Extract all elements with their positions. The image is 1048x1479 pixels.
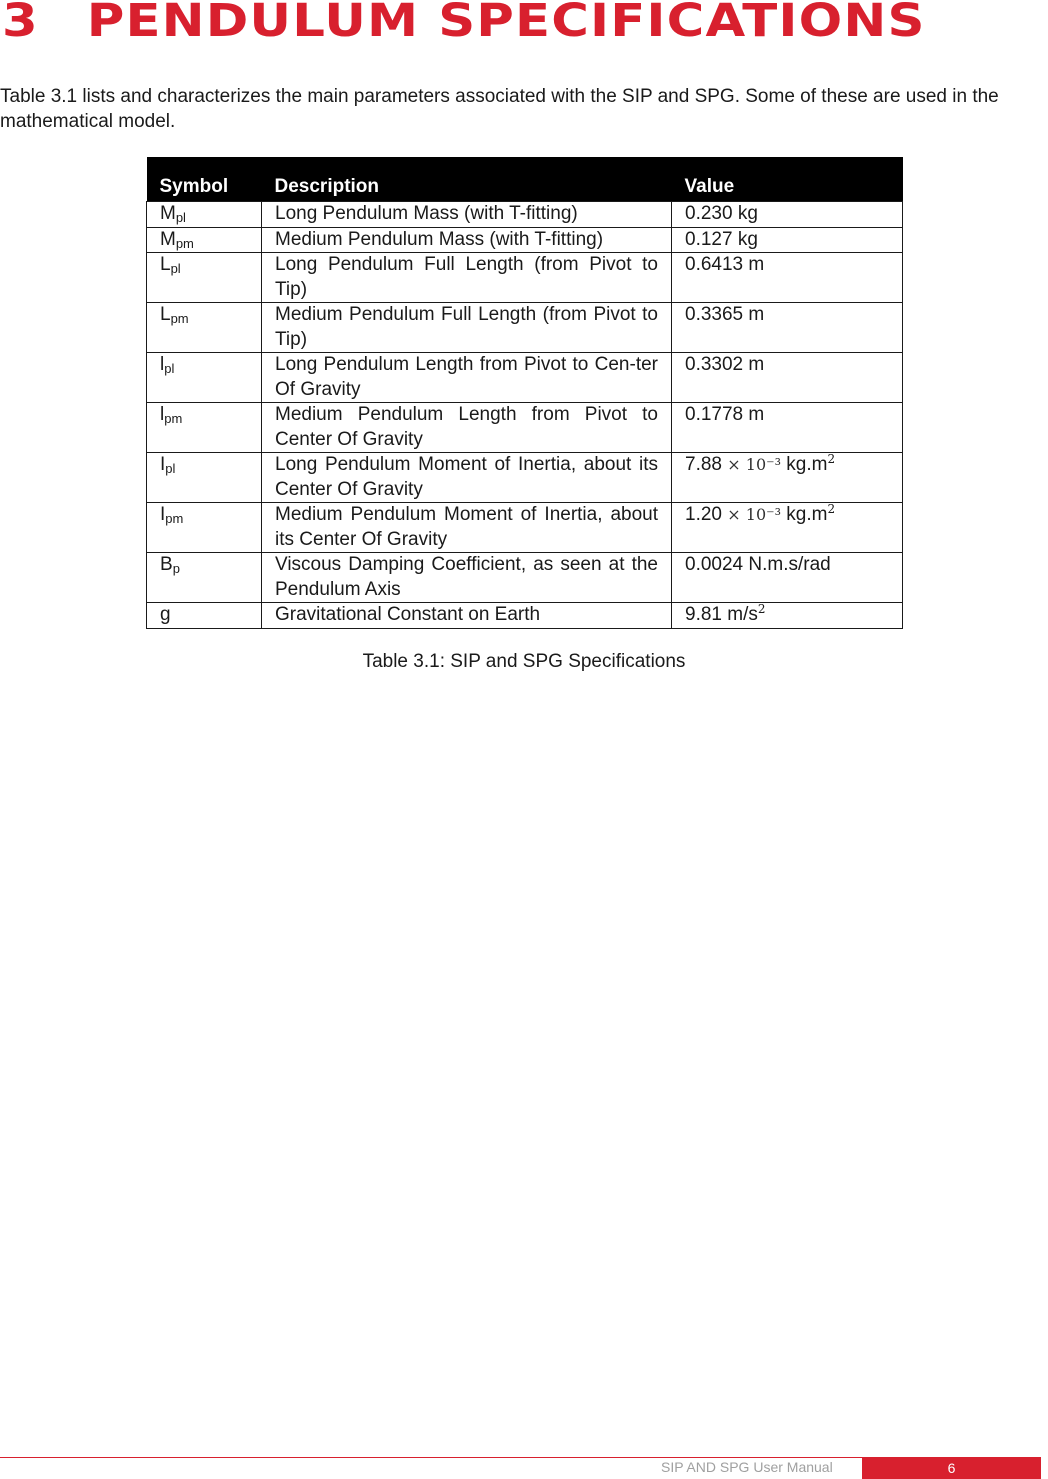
description-cell: Long Pendulum Mass (with T-fitting): [262, 202, 672, 228]
table-header-row: [147, 157, 903, 202]
value-number: 7.88: [685, 454, 722, 475]
description-cell: Long Pendulum Full Length (from Pivot to Tip): [262, 253, 672, 303]
table-row: [147, 303, 903, 353]
value-unit: 9.81 m/s: [685, 604, 758, 625]
table-row: [147, 253, 903, 303]
description-cell: Long Pendulum Length from Pivot to Cen-ter Of Gravity: [262, 353, 672, 403]
symbol-letter: L: [160, 304, 171, 325]
symbol-subscript: pl: [175, 210, 186, 225]
symbol-letter: M: [160, 203, 176, 224]
specifications-table: [146, 157, 903, 629]
symbol-letter: L: [160, 254, 171, 275]
symbol-cell: [147, 503, 262, 553]
symbol-letter: l: [160, 404, 165, 425]
table-row: [147, 227, 903, 253]
description-cell: Viscous Damping Coefficient, as seen at the Pendulum Axis: [262, 553, 672, 603]
symbol-cell: [147, 227, 262, 253]
footer-manual-title: SIP AND SPG User Manual: [661, 1459, 833, 1475]
value-number: 1.20: [685, 504, 722, 525]
value-superscript: 2: [827, 502, 836, 516]
value-superscript: 2: [827, 452, 836, 466]
value-cell: [672, 453, 903, 503]
description-cell: Medium Pendulum Mass (with T-fitting): [262, 227, 672, 253]
symbol-cell: [147, 553, 262, 603]
footer-page-number: 6: [862, 1457, 1041, 1479]
description-cell: Gravitational Constant on Earth: [262, 603, 672, 629]
value-cell: [672, 503, 903, 553]
symbol-letter: M: [160, 228, 176, 250]
description-cell: Medium Pendulum Full Length (from Pivot to Tip): [262, 303, 672, 353]
symbol-subscript: pm: [165, 511, 184, 526]
value-cell: 0.230 kg: [672, 202, 903, 228]
symbol-letter: l: [160, 354, 165, 375]
description-cell: Medium Pendulum Length from Pivot to Center Of Gravity: [262, 403, 672, 453]
symbol-cell: [147, 403, 262, 453]
section-title: PENDULUM SPECIFICATIONS: [86, 0, 926, 47]
table-row: [147, 553, 903, 603]
value-cell: 0.0024 N.m.s/rad: [672, 553, 903, 603]
symbol-subscript: pl: [165, 461, 176, 476]
value-cell: 0.1778 m: [672, 403, 903, 453]
symbol-cell: [147, 353, 262, 403]
section-heading: [2, 0, 926, 47]
symbol-subscript: pl: [164, 361, 175, 376]
symbol-subscript: p: [172, 561, 180, 576]
table-row: [147, 453, 903, 503]
value-cell: 0.6413 m: [672, 253, 903, 303]
symbol-letter: I: [160, 504, 166, 525]
value-cell: 0.127 kg: [672, 227, 903, 253]
intro-paragraph: Table 3.1 lists and characterizes the main parameters associated with the SIP and SPG. Some of these are used in the mathematical model.: [0, 86, 999, 132]
description-cell: Medium Pendulum Moment of Inertia, about its Center Of Gravity: [262, 503, 672, 553]
table-row: [147, 403, 903, 453]
value-exponent: × 10⁻³: [727, 455, 781, 474]
symbol-letter: B: [160, 554, 173, 575]
symbol-letter: I: [160, 454, 166, 475]
table-caption: Table 3.1: SIP and SPG Specifications: [362, 651, 686, 672]
header-value: Value: [672, 157, 903, 202]
symbol-cell: [147, 453, 262, 503]
section-number: 3: [2, 0, 39, 47]
table-row: [147, 603, 903, 629]
symbol-subscript: pm: [175, 235, 194, 251]
table-row: [147, 202, 903, 228]
value-superscript: 2: [757, 602, 766, 616]
symbol-subscript: pm: [164, 411, 183, 426]
value-unit: kg.m: [786, 454, 828, 475]
value-cell: 0.3302 m: [672, 353, 903, 403]
symbol-cell: [147, 603, 262, 629]
table-row: [147, 353, 903, 403]
symbol-cell: [147, 253, 262, 303]
description-cell: Long Pendulum Moment of Inertia, about its Center Of Gravity: [262, 453, 672, 503]
value-unit: kg.m: [786, 504, 828, 525]
header-description: Description: [262, 157, 672, 202]
value-cell: 0.3365 m: [672, 303, 903, 353]
value-cell: [672, 603, 903, 629]
symbol-subscript: pl: [170, 261, 181, 276]
header-symbol: Symbol: [147, 157, 262, 202]
symbol-letter: g: [160, 604, 171, 625]
symbol-subscript: pm: [170, 311, 189, 326]
symbol-cell: [147, 303, 262, 353]
value-exponent: × 10⁻³: [727, 505, 781, 524]
symbol-cell: [147, 202, 262, 228]
table-row: [147, 503, 903, 553]
